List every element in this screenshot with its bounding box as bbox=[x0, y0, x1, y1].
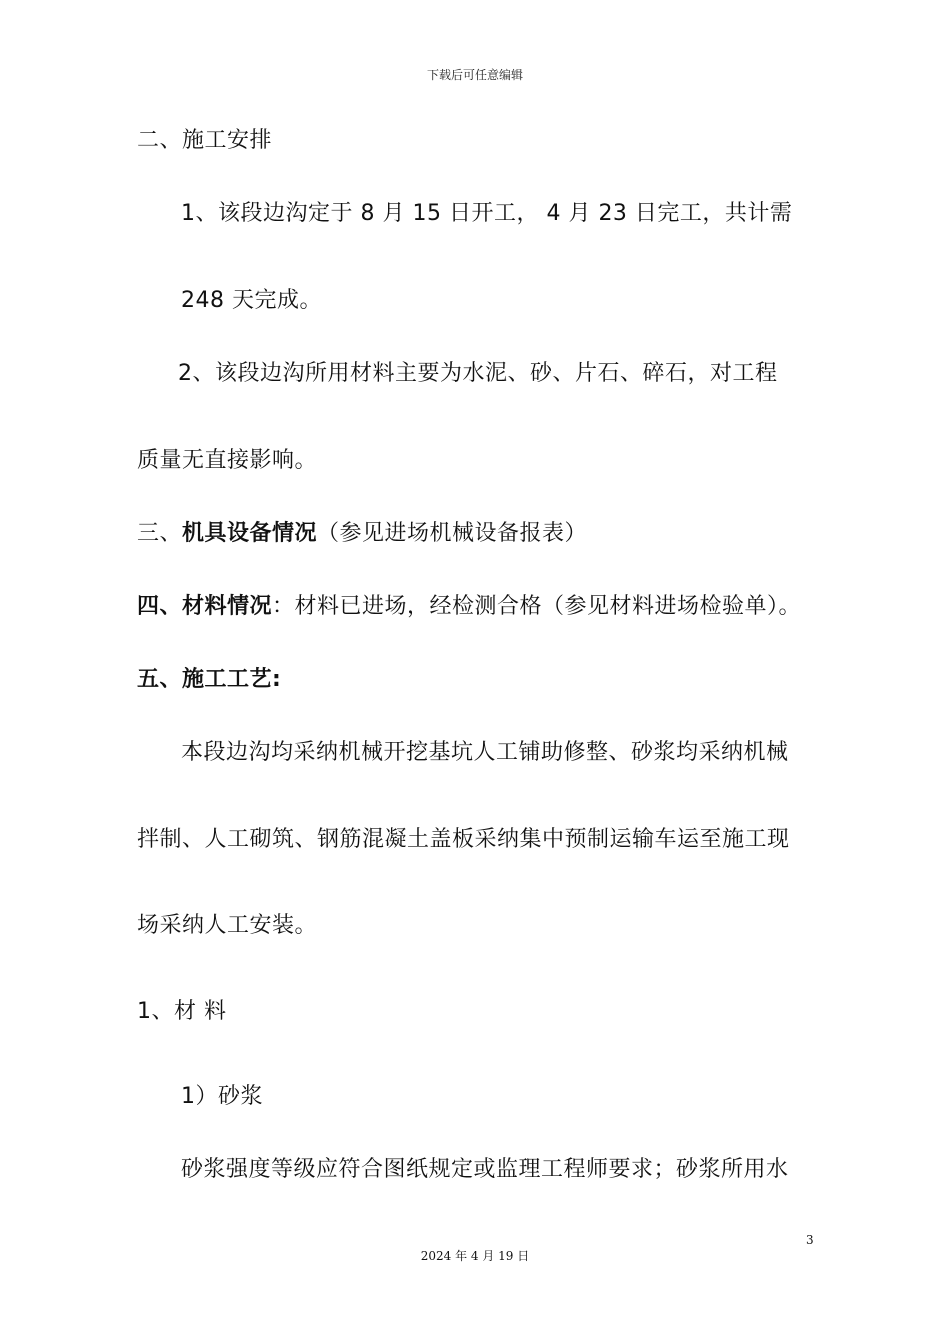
item-1-line-2: 248 天完成。 bbox=[181, 288, 322, 313]
process-paragraph-line-1: 本段边沟均采纳机械开挖基坑人工铺助修整、砂浆均采纳机械 bbox=[181, 740, 789, 765]
item-1-line-1: 1、该段边沟定于 8 月 15 日开工， 4 月 23 日完工，共计需 bbox=[181, 201, 793, 226]
process-paragraph-line-3: 场采纳人工安装。 bbox=[137, 913, 318, 938]
item-2-line-1: 2、该段边沟所用材料主要为水泥、砂、片石、碎石，对工程 bbox=[178, 361, 778, 386]
page-footer-date: 2024 年 4 月 19 日 bbox=[420, 1249, 530, 1263]
section-3-note: （参见进场机械设备报表） bbox=[317, 521, 588, 546]
section-2-title: 二、施工安排 bbox=[137, 128, 273, 153]
subsection-1-title: 1、材 料 bbox=[137, 999, 227, 1024]
section-5-title: 五、施工工艺: bbox=[137, 667, 282, 692]
mortar-paragraph-line-1: 砂浆强度等级应符合图纸规定或监理工程师要求；砂浆所用水 bbox=[181, 1157, 789, 1182]
item-2-line-2: 质量无直接影响。 bbox=[137, 448, 318, 473]
section-3-title: 机具设备情况 bbox=[182, 521, 318, 546]
section-3-number: 三、 bbox=[137, 521, 183, 546]
subsection-1-1-title: 1）砂浆 bbox=[181, 1084, 263, 1109]
process-paragraph-line-2: 拌制、人工砌筑、钢筋混凝土盖板采纳集中预制运输车运至施工现 bbox=[137, 827, 790, 852]
section-4-heading bbox=[137, 592, 801, 622]
page-number: 3 bbox=[806, 1233, 814, 1247]
section-4-text: ：材料已进场，经检测合格（参见材料进场检验单）。 bbox=[272, 594, 802, 619]
page-header: 下载后可任意编辑 bbox=[426, 68, 523, 82]
section-3-heading bbox=[137, 519, 587, 549]
section-4-title: 四、材料情况 bbox=[137, 594, 273, 619]
